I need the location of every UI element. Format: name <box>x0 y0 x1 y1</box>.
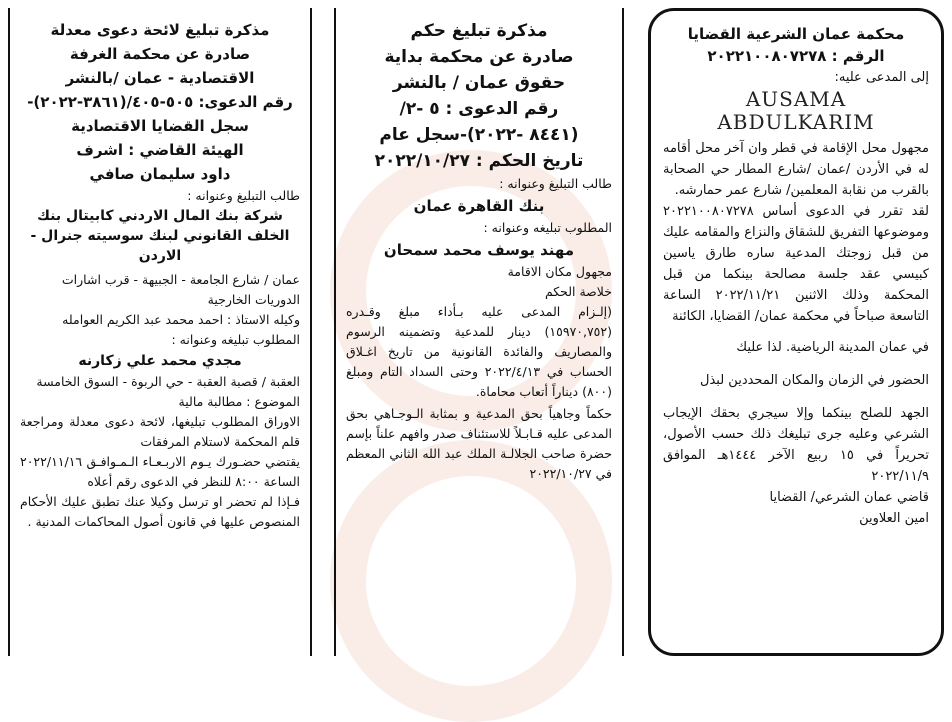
issuing-court: صادرة عن محكمة بداية <box>384 47 574 67</box>
notice-title: مذكرة تبليغ لائحة دعوى معدلة <box>50 21 270 39</box>
target-label: المطلوب تبليغه وعنوانه : <box>483 220 612 235</box>
judge-name: امين العلاوين <box>859 511 929 526</box>
case-register: (٨٤٤١ -٢٠٢٢)-سجل عام <box>379 125 579 145</box>
target-name: مهند يوسف محمد سمحان <box>383 241 575 259</box>
notice-sharia-court <box>648 8 944 656</box>
notice-title: مذكرة تبليغ حكم <box>410 21 548 41</box>
attendance-text: الحضور في الزمان والمكان المحددين لبذل <box>700 373 929 388</box>
court-name: محكمة عمان الشرعية القضايا <box>687 25 905 43</box>
reference-number: الرقم : ٢٠٢٢١٠٠٨٠٧٢٧٨ <box>707 47 885 65</box>
target-name: مجدي محمد علي زكارنه <box>78 353 242 369</box>
location-text: في عمان المدينة الرياضية. لذا عليك <box>736 340 929 355</box>
target-label: المطلوب تبليغه وعنوانه : <box>171 332 300 347</box>
warning-text: فـإذا لم تحضر او ترسل وكيلا عنك تطبق عليك الأحكام المنصوص عليها في قانون أصول المحاكمات المدنية . <box>20 494 300 529</box>
closing-text: الجهد للصلح بينكما وإلا سيجري بحقك الإيجاب الشرعي وعليه جرى تبليغك ذلك حسب الأصول، تحريراً في ١٥ ربيع الآخر ١٤٤٤هـ الموافق ٢٠٢٢/١١/٩ <box>663 406 929 484</box>
judgment-summary: (إلـزام المدعى عليه بـأداء مبلغ وقـدره (١٥٩٧٠,٧٥٢) دينار للمدعية وتضمينه الرسوم والمصاريف والفائدة القانونية من تاريخ اغـلاق الحساب في ٢٠٢٢/٤/١٣ وحتى السداد التام ومبلغ (٨٠٠) ديناراً أتعاب محاماة. <box>346 304 613 399</box>
subject: الموضوع : مطالبة مالية <box>178 394 300 409</box>
requester-name: بنك القاهرة عمان <box>413 197 545 215</box>
recipient-name-last: ABDULKARIM <box>717 110 875 134</box>
case-number: رقم الدعوى : ٥ -٢/ <box>399 99 559 119</box>
case-register: سجل القضايا الاقتصادية <box>71 117 249 135</box>
judge-name: داود سليمان صافي <box>89 165 231 183</box>
requester-address: عمان / شارع الجامعة - الجبيهة - قرب اشارات الدوريات الخارجية <box>61 272 300 307</box>
requester-name: شركة بنك المال الاردني كابيتال بنك الخلف القانوني لبنك سوسيته جنرال - الاردن <box>30 208 290 264</box>
issuing-court: صادرة عن محكمة الغرفة <box>69 45 251 63</box>
recipient-label: إلى المدعى عليه: <box>834 70 929 85</box>
target-address: العقبة / قصبة العقبة - حي الربوة - السوق الخامسة <box>36 374 300 389</box>
hearing-details: يقتضي حضـورك يـوم الاربـعـاء الـمـوافـق ٢٠٢٢/١١/١٦ الساعة ٨:٠٠ للنظر في الدعوى رقم أعلاه <box>20 454 300 489</box>
judge-panel: الهيئة القاضي : اشرف <box>76 141 244 159</box>
court-branch: حقوق عمان / بالنشر <box>392 73 566 93</box>
residence-status: مجهول مكان الاقامة <box>507 264 612 279</box>
notice-judgment <box>334 8 624 656</box>
judgment-verdict: حكماً وجاهياً بحق المدعية و بمثابة الـوجـاهي بحق المدعى عليه قـابـلاً للاستئناف صدر وافهم علناً بإسم حضرة صاحب الجلالـة الملك عبد الله الثاني المعظم في ٢٠٢٢/١٠/٢٧ <box>346 406 612 481</box>
requester-label: طالب التبليغ وعنوانه : <box>499 176 612 191</box>
summary-label: خلاصة الحكم <box>544 284 612 299</box>
judge-title: قاضي عمان الشرعي/ القضايا <box>769 490 929 505</box>
recipient-address: مجهول محل الإقامة في قطر وان آخر محل أقامه له في الأردن /عمان /شارع المطار حي الصحابة بالقرب من نقابة المعلمين/ شارع عمر حمارشه. <box>663 141 929 198</box>
recipient-name-first: AUSAMA <box>745 87 847 111</box>
lawyer-name: وكيله الاستاذ : احمد محمد عبد الكريم العوامله <box>62 312 300 327</box>
court-branch: الاقتصادية - عمان /بالنشر <box>65 69 255 87</box>
notice-amended-claim <box>8 8 312 656</box>
requester-label: طالب التبليغ وعنوانه : <box>187 188 300 203</box>
case-number: رقم الدعوى: ٥٠٥-٤٠٥/(٣٨٦١-٢٠٢٢)- <box>27 93 293 111</box>
decision-text: لقد تقرر في الدعوى أساس ٢٠٢٢١٠٠٨٠٧٢٧٨ وموضوعها التفريق للشقاق والنزاع والمقامه عليك من قبل زوجتك المدعية ساره طارق ياسين كبيسي عقد جلسة مصالحة بينكما من قبل المحكمة وذلك الاثنين ٢٠٢٢/١١/٢١ الساعة التاسعة صباحاً في محكمة عمان/ القضايا، الكائنة <box>663 204 929 324</box>
documents: الاوراق المطلوب تبليغها، لائحة دعوى معدلة ومراجعة قلم المحكمة لاستلام المرفقات <box>20 414 300 449</box>
judgment-date: تاريخ الحكم : ٢٠٢٢/١٠/٢٧ <box>374 151 584 171</box>
